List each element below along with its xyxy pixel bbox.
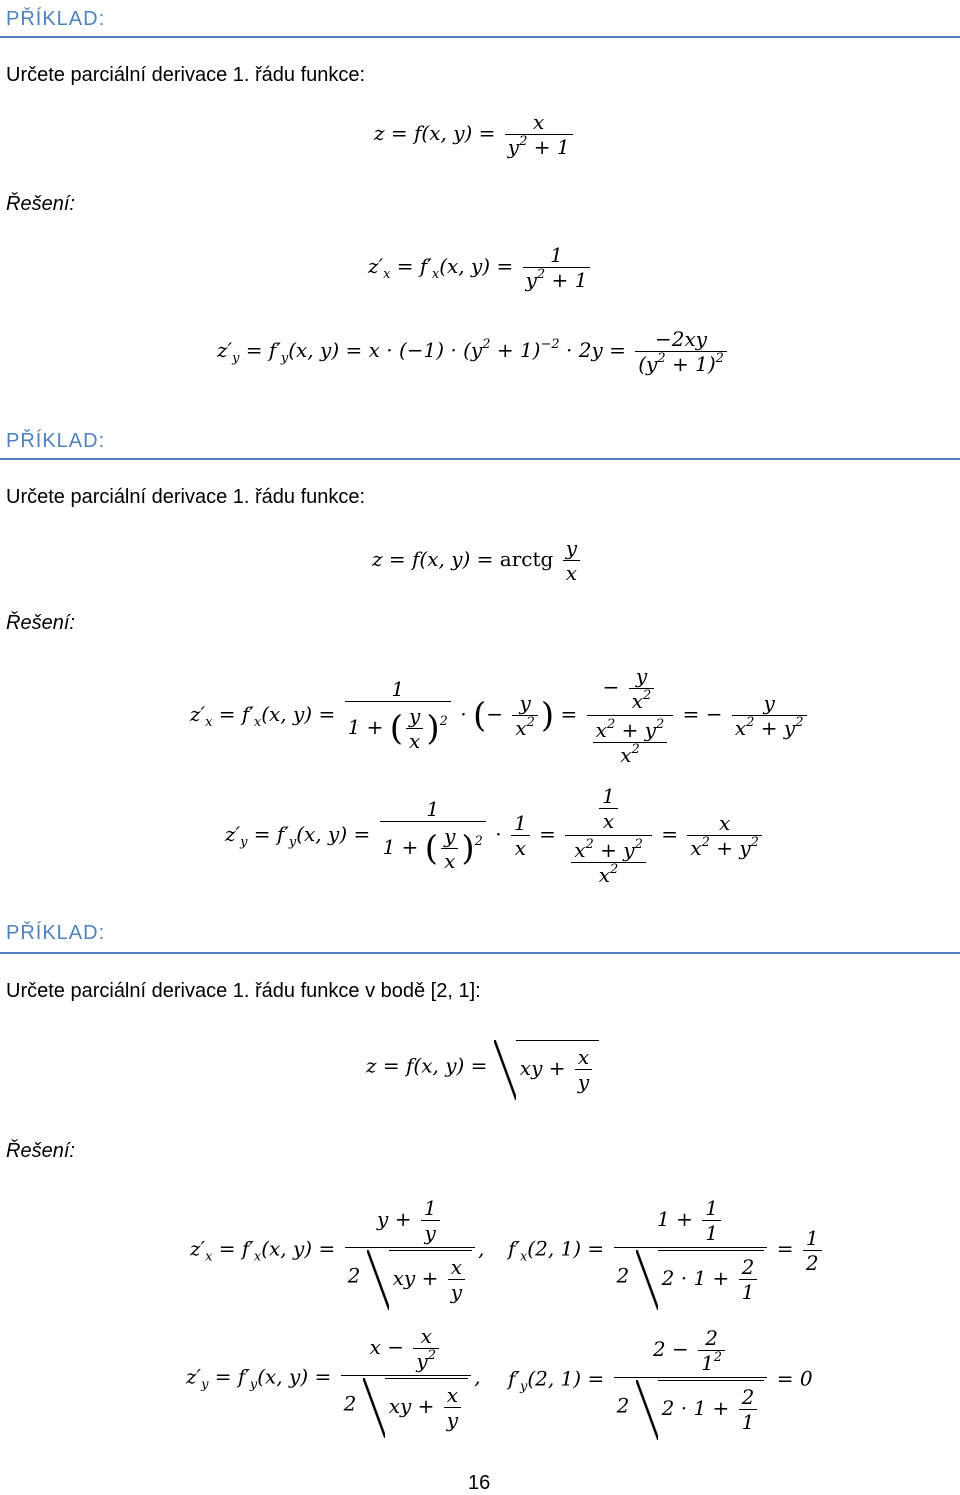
example-1-zx: $z'_x = f'_x(x$, y) = $\frac{1}{y^2 + 1}$ [368,243,593,292]
example-3-heading: PŘÍKLAD: [6,922,106,944]
example-3-rule [0,952,960,954]
example-2-function: z = f(x, y) = arctg $\frac{y}{x}$ [372,536,583,585]
example-1-rule [0,36,960,38]
example-1-zy: $z'_y = f'_y(x$, $y) = x \cdot (-1) \cdot (y^2 + 1)^{-2} \cdot 2y$ = $\frac{-2xy}{(y^2 + 1)^2}$ [217,327,730,376]
example-2-rule [0,458,960,460]
example-2-zy: $z'_y = f'_y(x$, y) = 1 1 + ( $\frac{y}{x}$ )$^2$ · $\frac{1}{x}$ = $\frac{\frac{1}{x}}{\frac{x^2 + y^2}{x^2}}$ = $\frac{x}{x^2 + y^2}$ [225,782,765,889]
example-2-zx: $z'_x = f'_x(x$, y) = 1 1 + ( $\frac{y}{x}$ )$^2$ · (− $\frac{y}{x^2}$ ) = − $\frac{y}{x^2}$ $\frac{x^2 + y^2}{x^2}$ = − $\frac{y}{x^2 + y^2}$ [190,662,810,769]
example-3-zx: $z'_x = f'_x(x$, y) = y + $\frac{1}{y}$ 2 xy + $\frac{x}{y}$ , [190,1196,485,1304]
example-3-zy: $z'_y = f'_y(x$, y) = x − $\frac{x}{y^2}$ 2 xy + $\frac{x}{y}$ , [186,1324,481,1432]
example-2-prompt: Určete parciální derivace 1. řádu funkce: [6,486,366,508]
example-2-solution-label: Řešení: [6,612,75,634]
example-3-solution-label: Řešení: [6,1140,75,1162]
example-3-prompt: Určete parciální derivace 1. řádu funkce v bodě [2, 1]: [6,980,481,1002]
example-1-function: z = f(x, y) = $\frac{x}{y^2 + 1}$ [374,110,576,159]
example-2-heading: PŘÍKLAD: [6,430,106,452]
example-1-solution-label: Řešení: [6,193,75,215]
example-1-heading: PŘÍKLAD: [6,8,106,30]
example-1-prompt: Určete parciální derivace 1. řádu funkce: [6,64,366,86]
example-3-fx-at-point: $f'_x(2$, 1) = 1 + $\frac{1}{1}$ 2 2 · 1 + $\frac{2}{1}$ = $\frac{1}{2}$ [508,1194,825,1306]
example-3-function: z = f(x, y) = xy + $\frac{x}{y}$ [366,1040,599,1094]
example-3-fy-at-point: $f'_y(2$, 1) = 2 − $\frac{2}{1^2}$ 2 2 · 1 + $\frac{2}{1}$ = 0 [508,1326,813,1434]
page-number: 16 [468,1472,491,1494]
